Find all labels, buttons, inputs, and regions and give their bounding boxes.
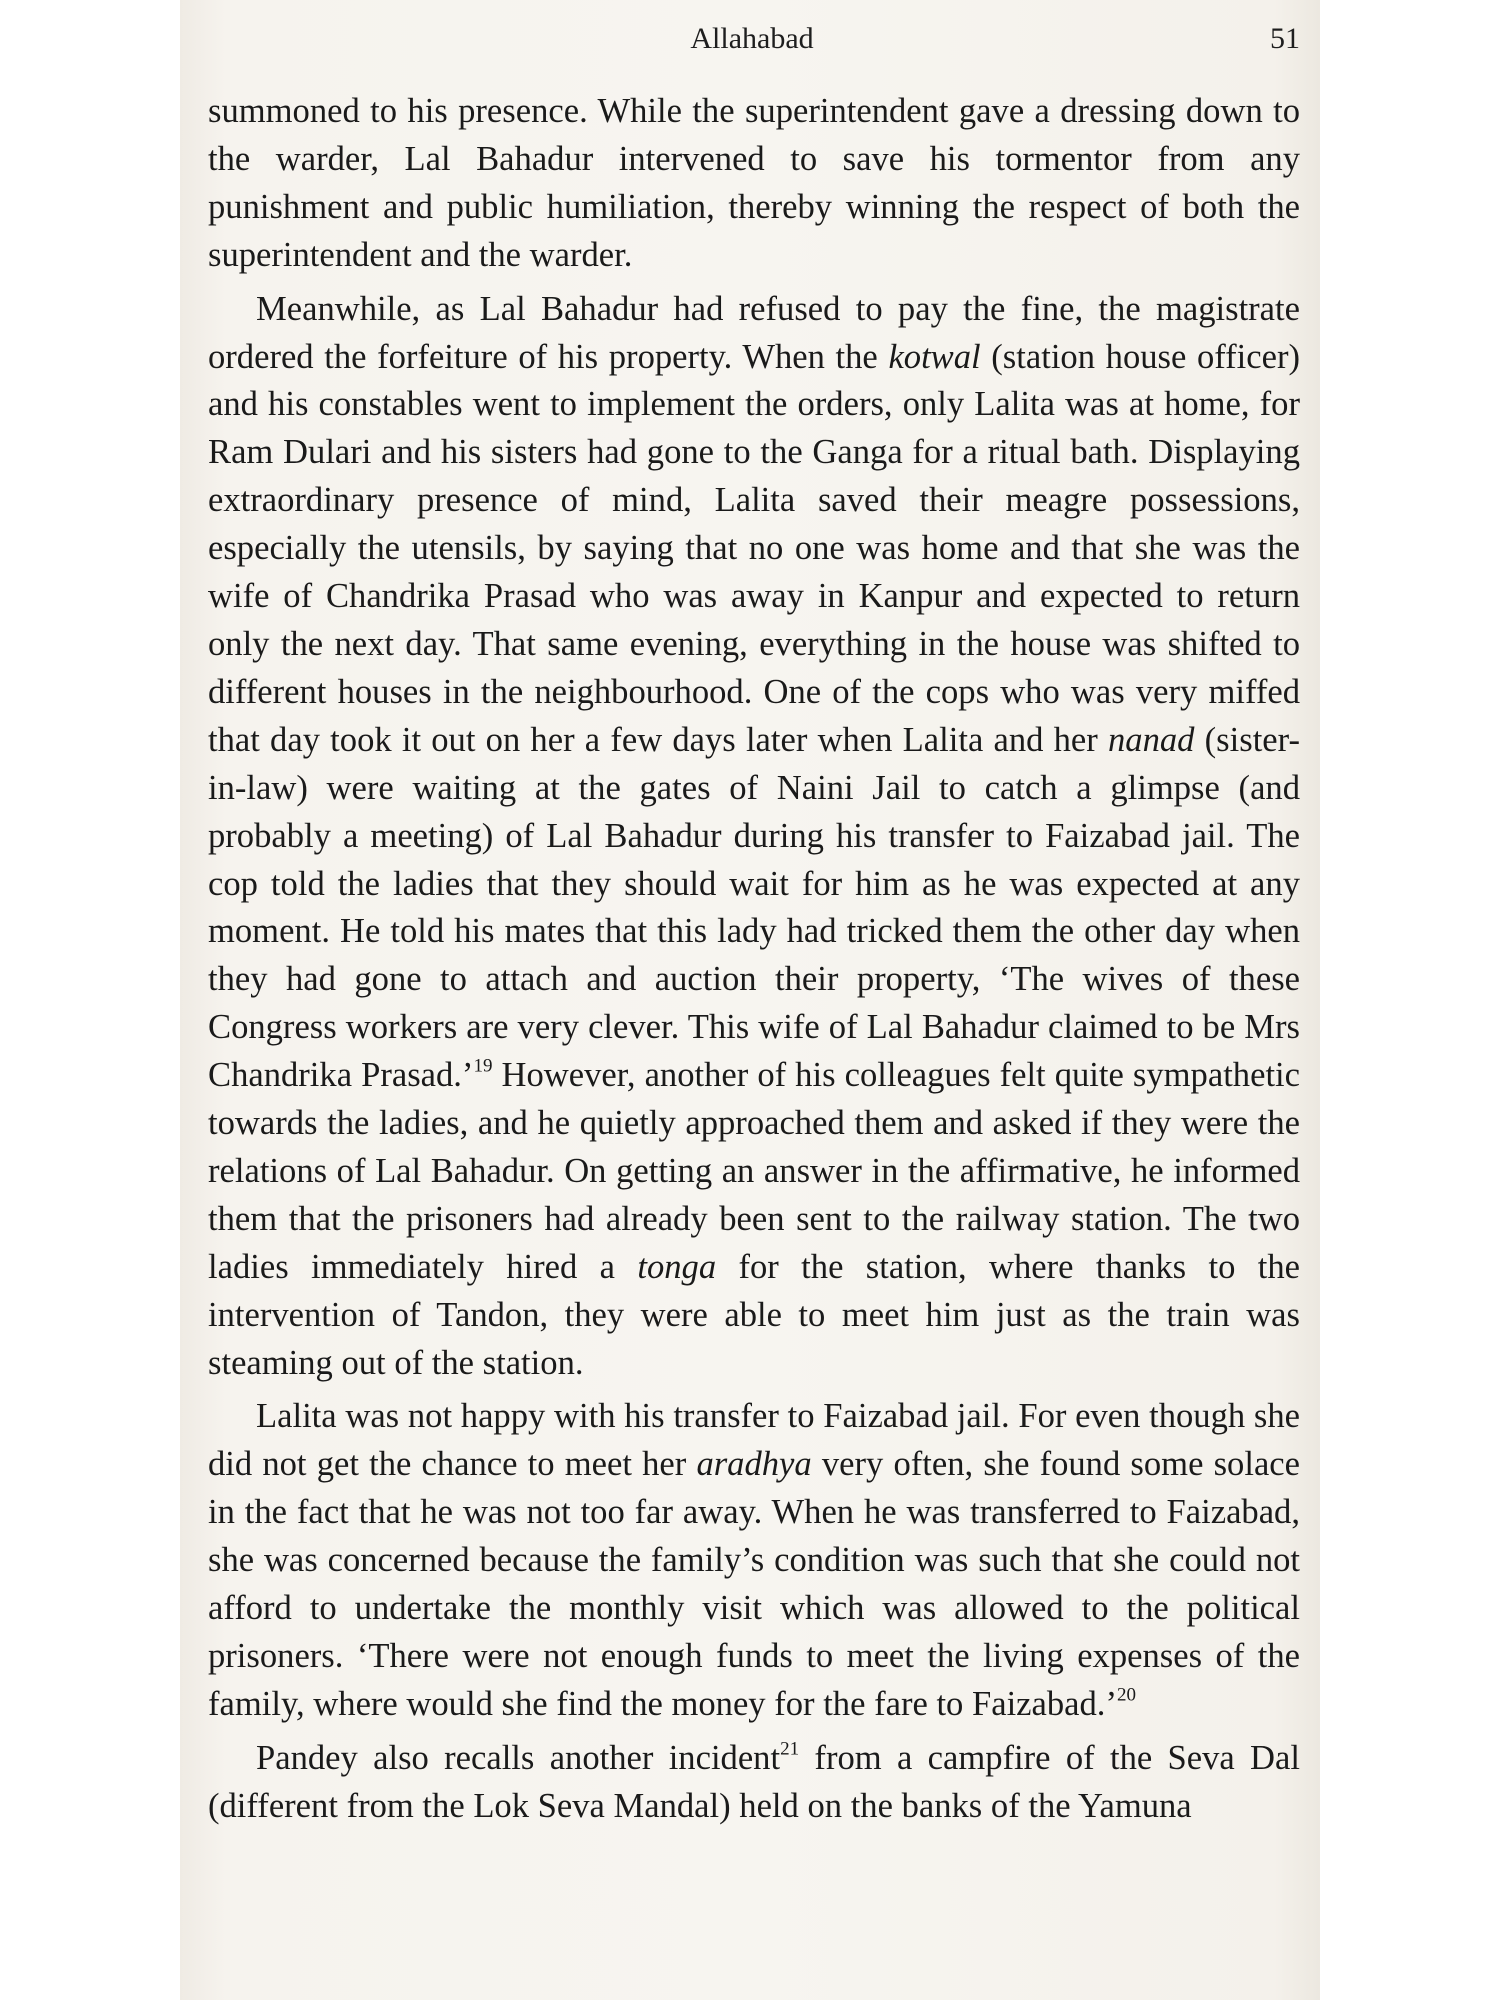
- text-run: from a campfire of the Seva Dal (different from the Lok Seva Mandal) held on the banks of the Yamuna: [208, 1738, 1300, 1825]
- italic-term: aradhya: [696, 1445, 812, 1484]
- text-run: summoned to his presence. While the superintendent gave a dressing down to the warder, Lal Bahadur intervened to save his tormentor from any punishment and public humiliation, thereby winning the respect of both the superintendent and the warder.: [208, 92, 1300, 274]
- paragraph-1: [208, 88, 1300, 280]
- paragraph-2: [208, 286, 1300, 1388]
- italic-term: tonga: [637, 1247, 717, 1286]
- footnote-ref: 20: [1116, 1684, 1136, 1706]
- italic-term: kotwal: [888, 337, 981, 376]
- text-run: for the station, where thanks to the intervention of Tandon, they were able to meet him just as the train was steaming out of the station.: [208, 1247, 1300, 1382]
- text-run: very often, she found some solace in the fact that he was not too far away. When he was transferred to Faizabad, she was concerned because the family’s condition was such that she could not afford to undertake the monthly visit which was allowed to the political prisoners. ‘There were not enough funds to meet the living expenses of the family, where would she find the money for the fare to Faizabad.’: [208, 1445, 1300, 1723]
- footnote-ref: 19: [473, 1055, 493, 1077]
- page-number: 51: [1270, 22, 1300, 55]
- running-header: [204, 18, 1300, 62]
- text-run: (sister-in-law) were waiting at the gates of Naini Jail to catch a glimpse (and probably a meeting) of Lal Bahadur during his transfer to Faizabad jail. The cop told the ladies that they should wait for him as he was expected at any moment. He told his mates that this lady had tricked them the other day when they had gone to attach and auction their property, ‘The wives of these Congress workers are very clever. This wife of Lal Bahadur claimed to be Mrs Chandrika Prasad.’: [208, 720, 1300, 1095]
- text-run: However, another of his colleagues felt quite sympathetic towards the ladies, and he quietly approached them and asked if they were the relations of Lal Bahadur. On getting an answer in the affirmative, he informed them that the prisoners had already been sent to the railway station. The two ladies immediately hired a: [208, 1056, 1300, 1286]
- footnote-ref: 21: [780, 1738, 800, 1760]
- paragraph-4: [208, 1735, 1300, 1831]
- body-text: [208, 88, 1300, 1837]
- text-run: Pandey also recalls another incident: [256, 1738, 781, 1777]
- text-run: Lalita was not happy with his transfer to Faizabad jail. For even though she did not get the chance to meet her: [208, 1397, 1300, 1484]
- italic-term: nanad: [1108, 720, 1195, 759]
- text-run: Meanwhile, as Lal Bahadur had refused to pay the fine, the magistrate ordered the forfeiture of his property. When the: [208, 289, 1300, 376]
- running-title: Allahabad: [690, 22, 814, 55]
- text-run: (station house officer) and his constables went to implement the orders, only Lalita was at home, for Ram Dulari and his sisters had gone to the Ganga for a ritual bath. Displaying extraordinary presence of mind, Lalita saved their meagre possessions, especially the utensils, by saying that no one was home and that she was the wife of Chandrika Prasad who was away in Kanpur and expected to return only the next day. That same evening, everything in the house was shifted to different houses in the neighbourhood. One of the cops who was very miffed that day took it out on her a few days later when Lalita and her: [208, 337, 1300, 759]
- paragraph-3: [208, 1393, 1300, 1728]
